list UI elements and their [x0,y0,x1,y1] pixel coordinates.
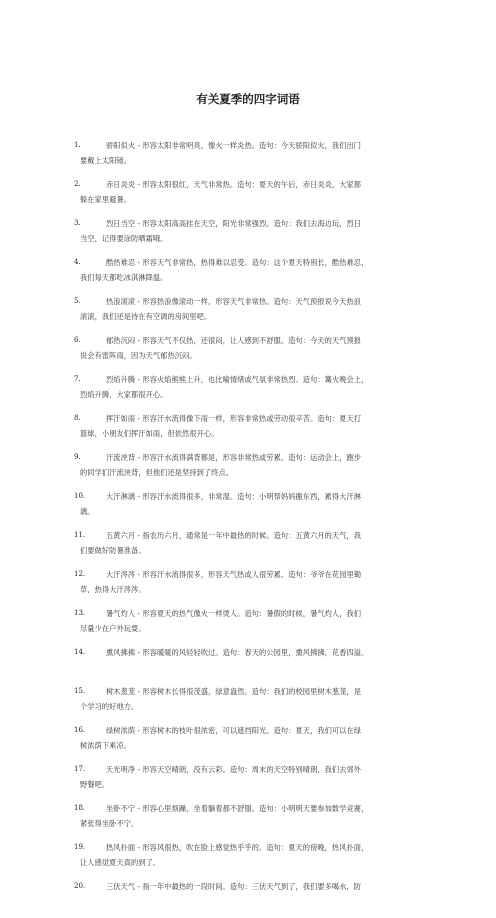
list-item-line: 让人感觉夏天真的到了。 [80,858,161,867]
list-item-line: 热浪滚滚 - 形容热浪像滚动一样，形容天气非常热。造句：天气预报说今天热浪 [106,297,362,306]
list-item-line: 赤日炎炎 - 形容太阳很红，天气非常热。造句：夏天的午后，赤日炎炎，大家都 [106,180,362,189]
list-item-line: 野餐吧。 [80,780,110,789]
list-item-line: 尽量少在户外玩耍。 [80,624,146,633]
list-item [0,450,496,489]
list-item-text [80,372,412,402]
list-item [0,333,496,372]
phrase-list [0,138,496,918]
list-item-text [80,294,412,324]
list-item-text [80,177,412,207]
list-item-number: 6. [74,336,81,344]
list-item-number: 12. [74,570,86,578]
list-item-text [80,255,412,285]
list-item-line: 的同学们汗流浃背，但他们还是坚持到了终点。 [80,468,234,477]
list-item-line: 漓。 [80,507,95,516]
list-item-number: 15. [74,687,86,695]
list-item-number: 11. [74,531,86,539]
list-item-number: 18. [74,804,86,812]
list-item-line: 烈日当空 - 形容太阳高高挂在天空，阳光非常强烈。造句：我们去海边玩，烈日 [106,219,362,228]
list-item-text [80,333,412,363]
list-item [0,645,496,684]
list-item-line: 当空，记得要涂防晒霜哦。 [80,234,168,243]
list-item-line: 五黄六月 - 指农历六月，通常是一年中最热的时候。造句：五黄六月的天气，我 [106,531,362,540]
list-item [0,606,496,645]
list-item-line: 天光明净 - 形容天空晴朗，没有云彩。造句：周末的天空特别晴朗，我们去郊外 [106,765,362,774]
list-item-line: 大汗涔涔 - 形容汗水流得很多，形容天气热或人很劳累。造句：爷爷在花园里锄 [106,570,362,579]
list-item-text [80,216,412,246]
list-item-line: 树浓荫下乘凉。 [80,741,132,750]
document-title: 有关夏季的四字词语 [196,92,300,106]
list-item-line: 绿树浓荫 - 形容树木的枝叶很浓密，可以遮挡阳光。造句：夏天，我们可以在绿 [106,726,362,735]
list-item [0,411,496,450]
list-item-line: 说会有雷阵雨，因为天气郁热沉闷。 [80,351,197,360]
list-item-number: 10. [74,492,86,500]
list-item-number: 14. [74,648,86,656]
list-item [0,177,496,216]
list-item [0,723,496,762]
list-item-line: 个学习的好地方。 [80,702,139,711]
list-item-text [80,411,412,441]
list-item-line: 滚滚，我们还是待在有空调的房间里吧。 [80,312,212,321]
list-item-number: 19. [74,843,86,851]
list-item-line: 骄阳似火 - 形容太阳非常明亮，像火一样炎热。造句：今天骄阳似火，我们出门 [106,141,362,150]
list-item [0,762,496,801]
list-item [0,489,496,528]
list-item-text [92,645,412,660]
list-item [0,567,496,606]
list-item-number: 2. [74,180,81,188]
list-item-line: 我们每天都吃冰淇淋降温。 [80,273,168,282]
list-item [0,294,496,333]
list-item-number: 8. [74,414,81,422]
list-item-line: 们要做好防暑准备。 [80,546,146,555]
list-item-line: 要戴上太阳镜。 [80,156,132,165]
list-item-line: 熏风拂拂 - 形容暖暖的风轻轻吹过。造句：春天的公园里，熏风拂拂，花香四溢。 [106,648,369,657]
list-item-number: 4. [74,258,81,266]
list-item [0,801,496,840]
list-item-line: 汗流浃背 - 形容汗水流得满背都是，形容非常热或劳累。造句：运动会上，跑步 [106,453,362,462]
list-item-line: 三伏天气 - 指一年中最热的一段时间。造句：三伏天气到了，我们要多喝水，防 [106,882,362,891]
list-item [0,372,496,411]
list-item-line: 大汗淋漓 - 形容汗水流得很多，非常湿。造句：小明帮妈妈搬东西，累得大汗淋 [106,492,362,501]
list-item-number: 3. [74,219,81,227]
list-item [0,255,496,294]
list-item-line: 酷热难忍 - 形容天气非常热，热得难以忍受。造句：这个夏天特别长，酷热难忍， [106,258,369,267]
list-item-line: 烈焰升腾，大家都很开心。 [80,390,168,399]
list-item-line: 篮球，小朋友们挥汗如雨，但依然很开心。 [80,429,219,438]
list-item-line: 草，热得大汗涔涔。 [80,585,146,594]
list-item-line: 挥汗如雨 - 形容汗水流得像下雨一样，形容非常热或劳动很辛苦。造句：夏天打 [106,414,362,423]
list-item-number: 5. [74,297,81,305]
list-item-line: 郁热沉闷 - 形容天气不仅热，还很闷，让人感到不舒服。造句：今天的天气预报 [106,336,362,345]
list-item-number: 7. [74,375,81,383]
list-item-number: 17. [74,765,86,773]
list-item-line: 热风扑面 - 形容风很热，吹在脸上感觉热乎乎的。造句：夏天的傍晚，热风扑面， [106,843,369,852]
list-item-line: 烈焰升腾 - 形容火焰熊熊上升，也比喻情绪或气氛非常热烈。造句：篝火晚会上， [106,375,369,384]
list-item-line: 紧张得坐卧不宁。 [80,819,139,828]
list-item-line: 躲在家里避暑。 [80,195,132,204]
list-item-text [92,879,412,894]
list-item-text [80,450,412,480]
list-item [0,684,496,723]
list-item-line: 坐卧不宁 - 形容心里烦躁，坐着躺着都不舒服。造句：小明明天要参加数学竞赛， [106,804,369,813]
list-item-number: 9. [74,453,81,461]
list-item-number: 13. [74,609,86,617]
list-item-line: 暑气灼人 - 形容夏天的热气像火一样烫人。造句：暑假的时候，暑气灼人，我们 [106,609,362,618]
list-item [0,138,496,177]
list-item [0,879,496,918]
list-item-line: 树木葱茏 - 形容树木长得很茂盛，绿意盎然。造句：我们的校园里树木葱茏，是 [106,687,362,696]
list-item [0,528,496,567]
list-item-text [80,138,412,168]
list-item [0,216,496,255]
list-item-number: 20. [74,882,86,890]
list-item-number: 1. [74,141,81,149]
list-item [0,840,496,879]
list-item-number: 16. [74,726,86,734]
